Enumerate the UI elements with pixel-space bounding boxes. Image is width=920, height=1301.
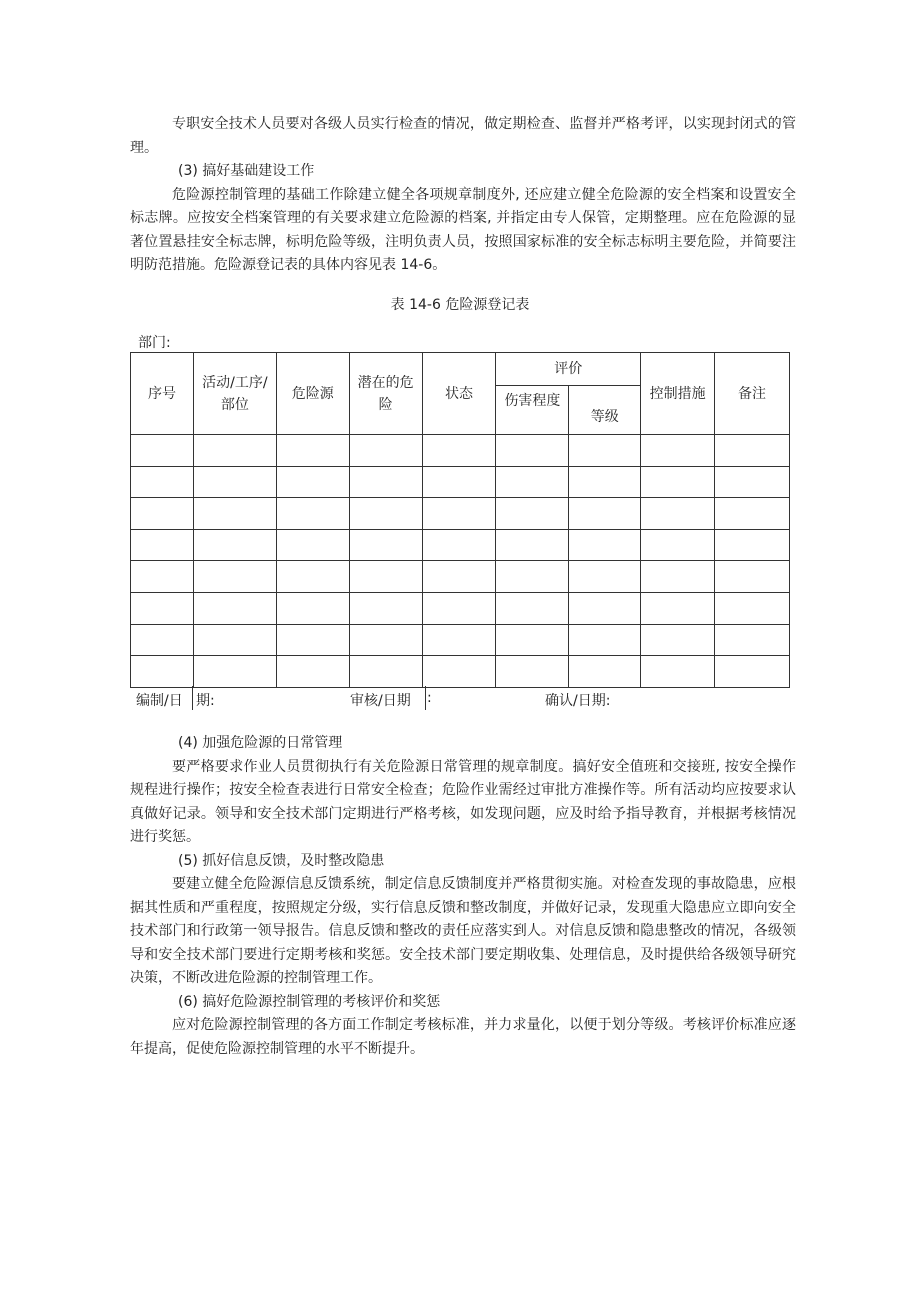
- header-status: 状态: [422, 353, 496, 435]
- table-cell: [276, 466, 349, 498]
- header-potential-line2: 险: [378, 396, 393, 413]
- table-footer: [130, 686, 790, 712]
- table-cell: [715, 592, 790, 624]
- table-row: [131, 656, 790, 688]
- table-cell: [422, 656, 496, 688]
- table-cell: [131, 529, 194, 561]
- footer-divider: [192, 686, 193, 710]
- table-cell: [422, 435, 496, 467]
- table-row: [131, 498, 790, 530]
- table-cell: [193, 561, 276, 593]
- header-activity-line1: 活动/工序/: [202, 374, 268, 391]
- paragraph: 应对危险源控制管理的各方面工作制定考核标准，并力求量化，以便于划分等级。考核评价标准应逐年提高，促使危险源控制管理的水平不断提升。: [130, 1017, 796, 1057]
- table-cell: [193, 624, 276, 656]
- table-cell: [641, 466, 715, 498]
- section-heading: (4) 加强危险源的日常管理: [178, 735, 343, 751]
- prepared-date-label: 期:: [196, 693, 215, 709]
- paragraph: 专职安全技术人员要对各级人员实行检查的情况，做定期检查、监督并严格考评，以实现封闭式的管理。: [130, 116, 796, 156]
- table-cell: [276, 529, 349, 561]
- header-seq: 序号: [131, 353, 194, 435]
- table-cell: [349, 466, 422, 498]
- table-cell: [715, 435, 790, 467]
- table-row: [131, 592, 790, 624]
- header-evaluation: 评价: [496, 353, 641, 386]
- table-cell: [569, 624, 641, 656]
- department-label: 部门:: [138, 335, 171, 351]
- table-cell: [193, 498, 276, 530]
- table-cell: [422, 529, 496, 561]
- table-cell: [349, 498, 422, 530]
- table-cell: [276, 561, 349, 593]
- table-row: [131, 624, 790, 656]
- table-cell: [569, 561, 641, 593]
- table-cell: [641, 624, 715, 656]
- section-b: [130, 732, 796, 1061]
- table-cell: [276, 656, 349, 688]
- reviewed-by-label: 审核/日期: [350, 693, 411, 709]
- table-cell: [349, 624, 422, 656]
- header-control: 控制措施: [641, 353, 715, 435]
- header-hazard-source: 危险源: [276, 353, 349, 435]
- table-row: [131, 561, 790, 593]
- table-cell: [569, 466, 641, 498]
- table-cell: [496, 624, 569, 656]
- table-row: [131, 435, 790, 467]
- table-cell: [569, 656, 641, 688]
- reviewed-date-label: :: [427, 690, 432, 706]
- paragraph: 要严格要求作业人员贯彻执行有关危险源日常管理的规章制度。搞好安全值班和交接班, 按安全操作规程进行操作；按安全检查表进行日常安全检查；危险作业需经过审批方准操作等。所有活动均应按要求认真做好记录。领导和安全技术部门定期进行严格考核，如发现问题，应及时给予指导教育，并根据考核情况进行奖惩。: [130, 758, 796, 845]
- header-activity: [193, 353, 276, 435]
- table-cell: [569, 592, 641, 624]
- table-cell: [641, 498, 715, 530]
- table-cell: [349, 656, 422, 688]
- table-cell: [715, 624, 790, 656]
- table-cell: [349, 561, 422, 593]
- prepared-by-label: 编制/日: [136, 693, 183, 709]
- table-cell: [193, 466, 276, 498]
- table-cell: [496, 592, 569, 624]
- table-cell: [422, 624, 496, 656]
- table-cell: [496, 656, 569, 688]
- table-cell: [496, 466, 569, 498]
- table-cell: [715, 529, 790, 561]
- table-caption: 表 14-6 危险源登记表: [390, 297, 530, 313]
- section-a: [130, 113, 796, 278]
- table-cell: [641, 592, 715, 624]
- table-cell: [422, 466, 496, 498]
- table-cell: [715, 466, 790, 498]
- table-cell: [496, 435, 569, 467]
- table-cell: [276, 624, 349, 656]
- table-cell: [193, 529, 276, 561]
- paragraph: 要建立健全危险源信息反馈系统，制定信息反馈制度并严格贯彻实施。对检查发现的事故隐患，应根据其性质和严重程度，按照规定分级，实行信息反馈和整改制度，并做好记录，发现重大隐患应立即向安全技术部门和行政第一领导报告。信息反馈和整改的责任应落实到人。对信息反馈和隐患整改的情况，各级领导和安全技术部门要进行定期考核和奖惩。安全技术部门要定期收集、处理信息，及时提供给各级领导研究决策，不断改进危险源的控制管理工作。: [130, 876, 796, 986]
- section-heading: (6) 搞好危险源控制管理的考核评价和奖惩: [178, 993, 441, 1010]
- header-potential-hazard: [349, 353, 422, 435]
- table-cell: [641, 435, 715, 467]
- table-cell: [422, 498, 496, 530]
- table-cell: [131, 624, 194, 656]
- table-cell: [276, 435, 349, 467]
- table-cell: [422, 561, 496, 593]
- hazard-register-table: [130, 352, 790, 688]
- paragraph: 危险源控制管理的基础工作除建立健全各项规章制度外, 还应建立健全危险源的安全档案和设置安全标志牌。应按安全档案管理的有关要求建立危险源的档案, 并指定由专人保管，定期整理。应在危险源的显著位置悬挂安全标志牌，标明危险等级，注明负责人员，按照国家标准的安全标志标明主要危险，并简要注明防范措施。危险源登记表的具体内容见表 14-6。: [130, 186, 796, 273]
- table-cell: [496, 561, 569, 593]
- table-cell: [349, 529, 422, 561]
- header-remarks: 备注: [715, 353, 790, 435]
- section-heading: (5) 抓好信息反馈，及时整改隐患: [178, 852, 385, 869]
- table-cell: [569, 435, 641, 467]
- header-potential-line1: 潜在的危: [357, 374, 414, 391]
- table-row: [131, 529, 790, 561]
- table-cell: [496, 498, 569, 530]
- table-cell: [569, 498, 641, 530]
- table-cell: [193, 435, 276, 467]
- table-cell: [276, 498, 349, 530]
- table-cell: [641, 561, 715, 593]
- table-cell: [131, 592, 194, 624]
- table-cell: [131, 435, 194, 467]
- table-cell: [641, 656, 715, 688]
- header-activity-line2: 部位: [220, 396, 249, 413]
- table-cell: [193, 592, 276, 624]
- table-cell: [193, 656, 276, 688]
- table-cell: [641, 529, 715, 561]
- header-level: 等级: [569, 386, 641, 435]
- table-cell: [276, 592, 349, 624]
- table-cell: [715, 498, 790, 530]
- table-cell: [422, 592, 496, 624]
- table-cell: [496, 529, 569, 561]
- table-cell: [131, 561, 194, 593]
- table-cell: [715, 656, 790, 688]
- table-cell: [349, 592, 422, 624]
- header-harm-degree: 伤害程度: [496, 386, 569, 435]
- table-cell: [349, 435, 422, 467]
- section-heading: (3) 搞好基础建设工作: [178, 163, 315, 179]
- table-row: [131, 466, 790, 498]
- footer-divider: [425, 686, 426, 710]
- confirmed-by-label: 确认/日期:: [545, 693, 611, 709]
- table-cell: [131, 656, 194, 688]
- table-cell: [131, 498, 194, 530]
- table-cell: [131, 466, 194, 498]
- table-cell: [569, 529, 641, 561]
- table-cell: [715, 561, 790, 593]
